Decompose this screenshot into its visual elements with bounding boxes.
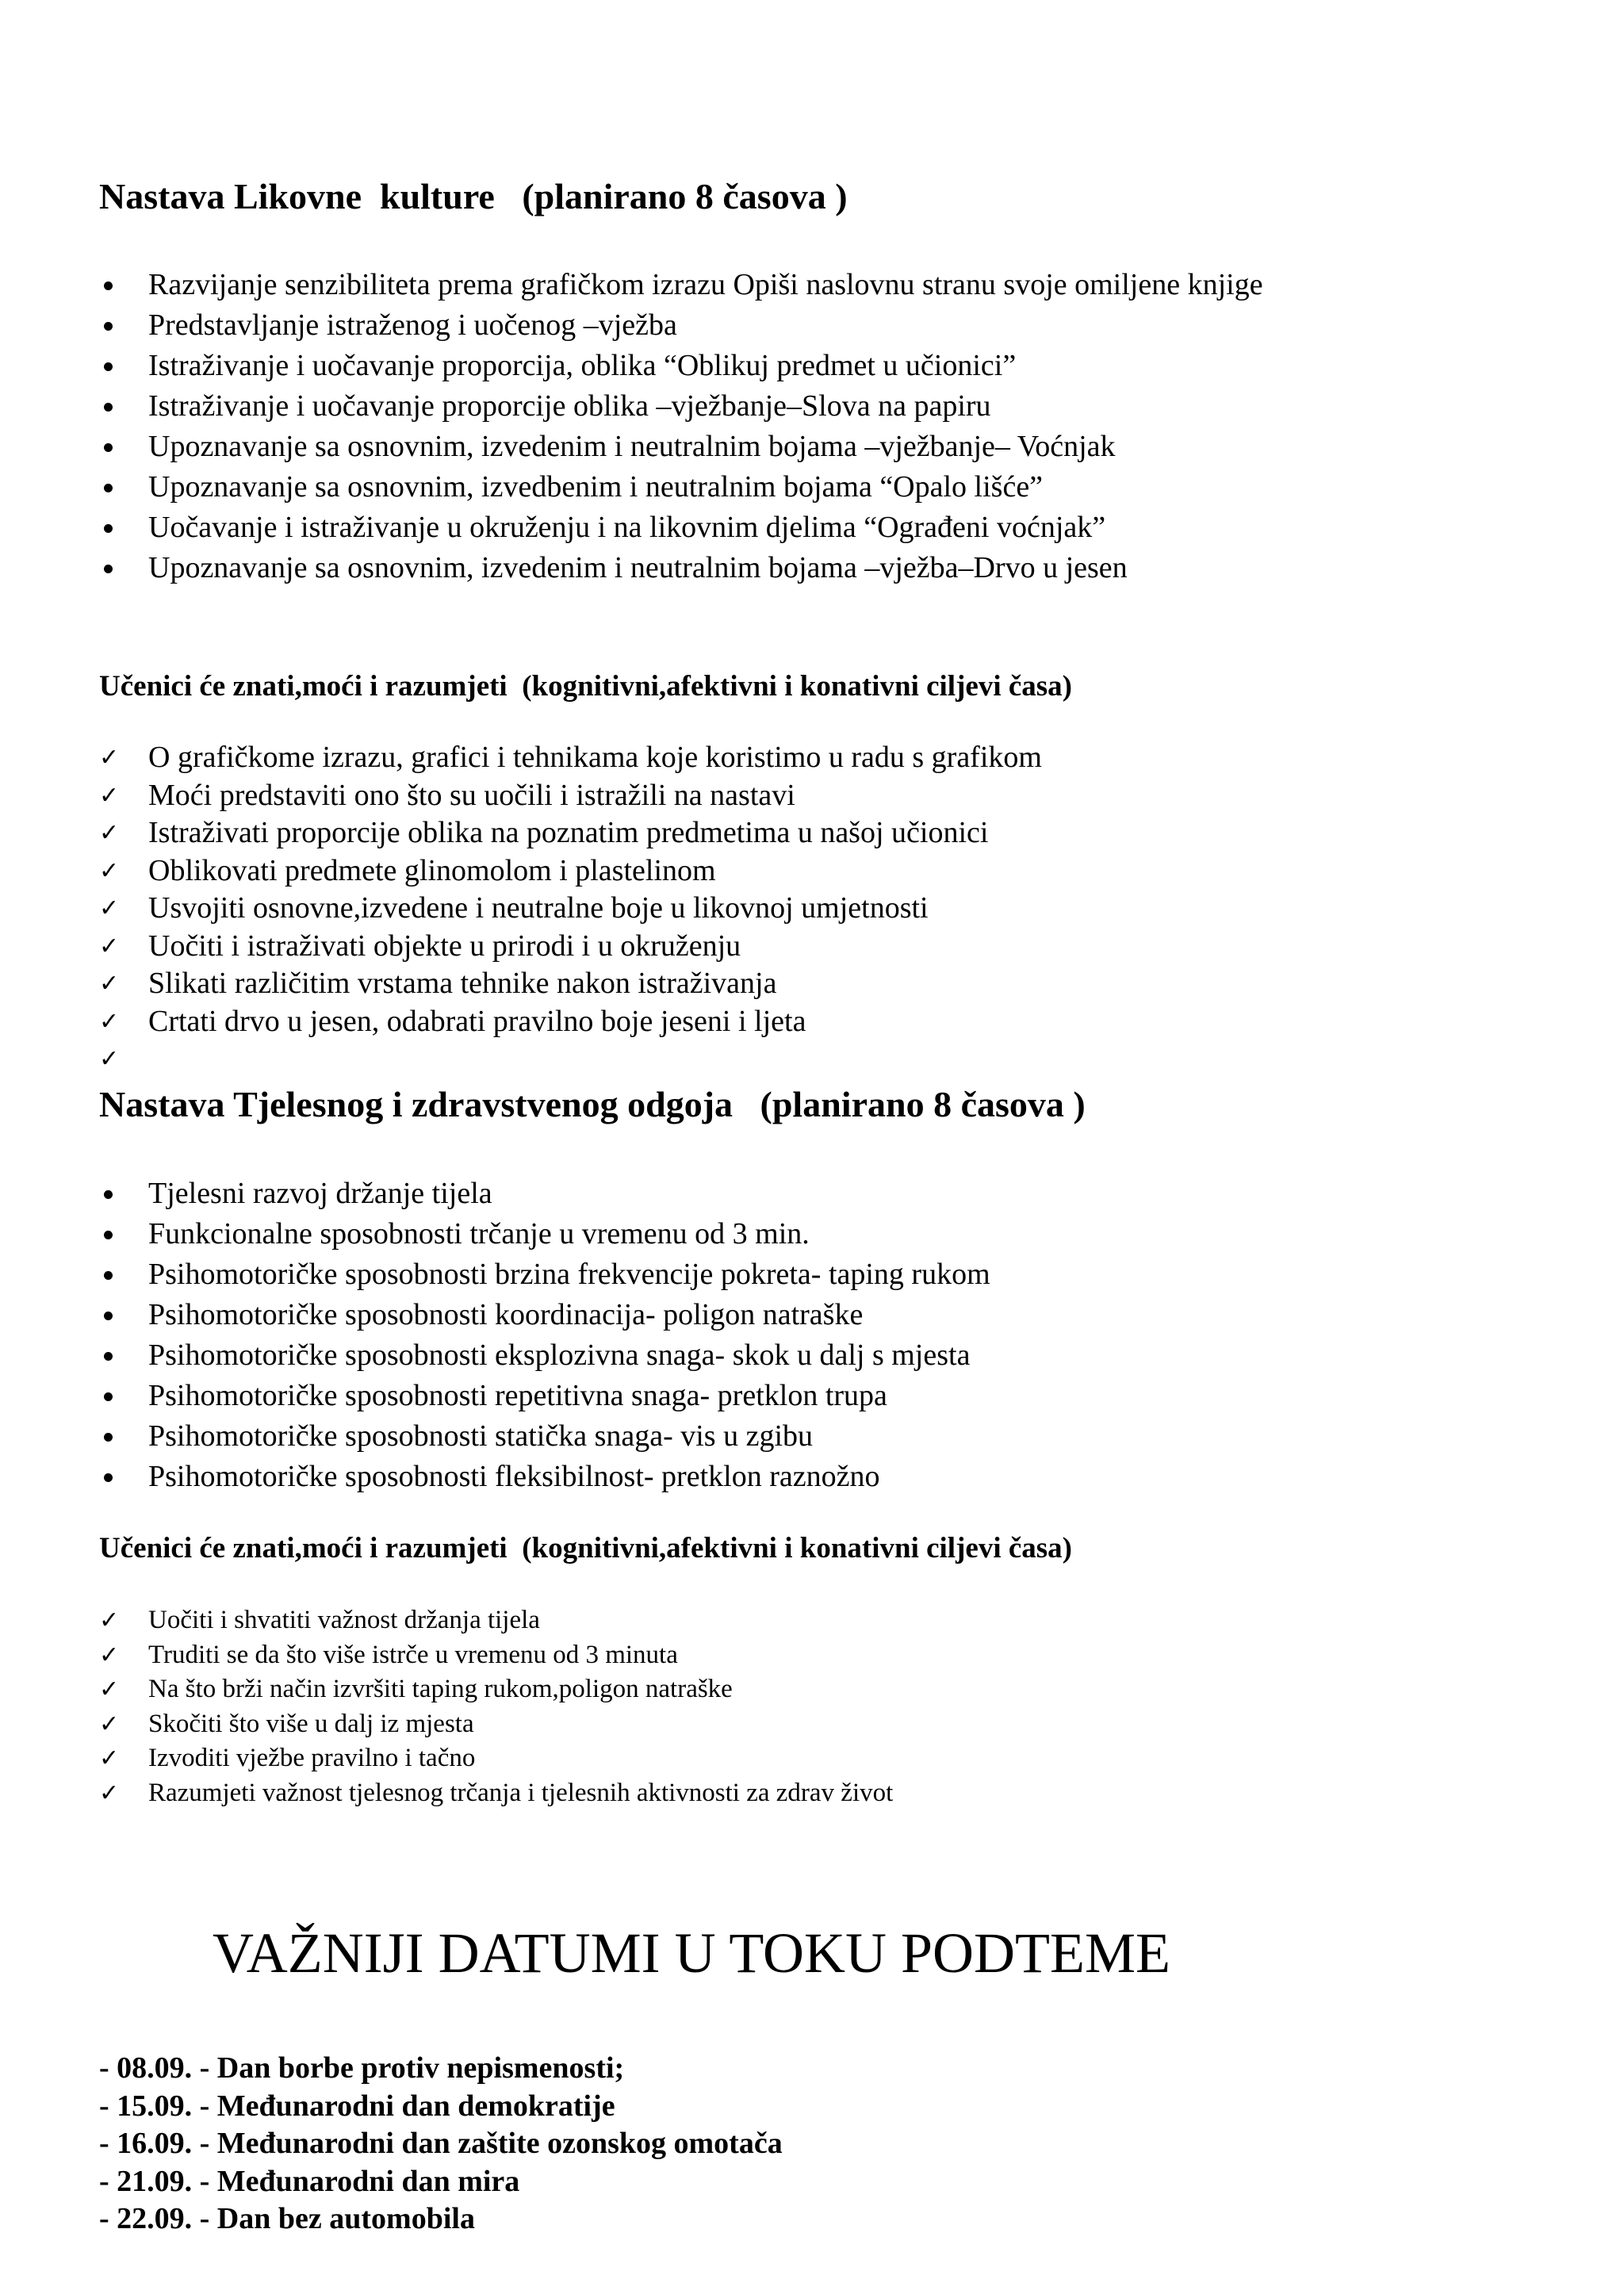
list-item: ✓ Truditi se da što više istrče u vremenu od 3 minuta	[99, 1638, 1574, 1673]
goals-heading-art: Učenici će znati,moći i razumjeti (kognitivni,afektivni i konativni ciljevi časa)	[99, 670, 1072, 703]
list-item: ✓ Razumjeti važnost tjelesnog trčanja i tjelesnih aktivnosti za zdrav život	[99, 1776, 1574, 1811]
list-item: ✓ Uočiti i shvatiti važnost držanja tijela	[99, 1603, 1574, 1638]
important-dates-list	[99, 2050, 1574, 2238]
checkmark-icon: ✓	[99, 1607, 120, 1634]
list-item: ✓ Oblikovati predmete glinomolom i plastelinom	[99, 852, 1574, 890]
bullet-dot-icon	[104, 281, 113, 290]
list-item: Upoznavanje sa osnovnim, izvedenim i neutralnim bojama –vježba–Drvo u jesen	[99, 548, 1574, 588]
bullet-dot-icon	[104, 322, 113, 331]
list-item: Istraživanje i uočavanje proporcije oblika –vježbanje–Slova na papiru	[99, 386, 1574, 427]
bullet-dot-icon	[104, 524, 113, 533]
date-item: - 15.09. - Međunarodni dan demokratije	[99, 2089, 615, 2123]
bullet-dot-icon	[104, 362, 113, 371]
list-item: Psihomotoričke sposobnosti fleksibilnost- pretklon raznožno	[99, 1457, 1574, 1497]
bullet-dot-icon	[104, 1312, 113, 1320]
art-topics-list	[99, 265, 1574, 588]
list-item: ✓ Skočiti što više u dalj iz mjesta	[99, 1707, 1574, 1742]
bullet-dot-icon	[104, 1473, 113, 1482]
list-item: ✓ Izvoditi vježbe pravilno i tačno	[99, 1741, 1574, 1776]
checkmark-icon: ✓	[99, 819, 120, 847]
checkmark-icon: ✓	[99, 781, 120, 810]
goals-heading-pe: Učenici će znati,moći i razumjeti (kognitivni,afektivni i konativni ciljevi časa)	[99, 1532, 1072, 1564]
date-item: - 16.09. - Međunarodni dan zaštite ozonskog omotača	[99, 2127, 783, 2160]
bullet-dot-icon	[104, 1231, 113, 1239]
list-item: ✓ Moći predstaviti ono što su uočili i istražili na nastavi	[99, 777, 1574, 815]
list-item: ✓ Usvojiti osnovne,izvedene i neutralne boje u likovnoj umjetnosti	[99, 890, 1574, 928]
art-goals-list	[99, 739, 1574, 1073]
list-item: ✓ Na što brži način izvršiti taping rukom,poligon natraške	[99, 1672, 1574, 1707]
list-item: ✓ Crtati drvo u jesen, odabrati pravilno boje jeseni i ljeta	[99, 1003, 1574, 1041]
list-item: Istraživanje i uočavanje proporcija, oblika “Oblikuj predmet u učionici”	[99, 346, 1574, 386]
bullet-dot-icon	[104, 1352, 113, 1361]
bullet-dot-icon	[104, 1271, 113, 1280]
bullet-dot-icon	[104, 1433, 113, 1442]
checkmark-icon: ✓	[99, 1641, 120, 1669]
section-heading-pe: Nastava Tjelesnog i zdravstvenog odgoja (planirano 8 časova )	[99, 1084, 1086, 1124]
checkmark-icon: ✓	[99, 894, 120, 922]
list-item: ✓ Istraživati proporcije oblika na poznatim predmetima u našoj učionici	[99, 814, 1574, 852]
checkmark-icon: ✓	[99, 1744, 120, 1772]
list-item: Upoznavanje sa osnovnim, izvedbenim i neutralnim bojama “Opalo lišće”	[99, 467, 1574, 507]
list-item: Psihomotoričke sposobnosti eksplozivna snaga- skok u dalj s mjesta	[99, 1335, 1574, 1376]
checkmark-icon: ✓	[99, 1007, 120, 1036]
checkmark-icon: ✓	[99, 1779, 120, 1807]
list-item: Upoznavanje sa osnovnim, izvedenim i neutralnim bojama –vježbanje– Voćnjak	[99, 427, 1574, 467]
checkmark-icon: ✓	[99, 970, 120, 998]
list-item: Psihomotoričke sposobnosti repetitivna snaga- pretklon trupa	[99, 1376, 1574, 1416]
list-item: ✓ Uočiti i istraživati objekte u prirodi i u okruženju	[99, 928, 1574, 966]
section-heading-art: Nastava Likovne kulture (planirano 8 časova )	[99, 176, 848, 216]
list-item: Funkcionalne sposobnosti trčanje u vremenu od 3 min.	[99, 1214, 1574, 1254]
list-item: Psihomotoričke sposobnosti brzina frekvencije pokreta- taping rukom	[99, 1254, 1574, 1295]
bullet-dot-icon	[104, 1190, 113, 1199]
bullet-dot-icon	[104, 565, 113, 573]
bullet-dot-icon	[104, 1392, 113, 1401]
bullet-dot-icon	[104, 484, 113, 492]
checkmark-icon: ✓	[99, 1676, 120, 1703]
bullet-dot-icon	[104, 443, 113, 452]
pe-goals-list	[99, 1603, 1574, 1810]
date-item: - 08.09. - Dan borbe protiv nepismenosti;	[99, 2051, 625, 2085]
list-item: Tjelesni razvoj držanje tijela	[99, 1174, 1574, 1214]
bullet-dot-icon	[104, 403, 113, 412]
list-item: Psihomotoričke sposobnosti koordinacija- poligon natraške	[99, 1295, 1574, 1335]
list-item: Razvijanje senzibiliteta prema grafičkom izrazu Opiši naslovnu stranu svoje omiljene knjige	[99, 265, 1574, 305]
important-dates-title: VAŽNIJI DATUMI U TOKU PODTEME	[213, 1921, 1171, 1985]
checkmark-icon: ✓	[99, 856, 120, 885]
checkmark-icon: ✓	[99, 932, 120, 960]
date-item: - 21.09. - Međunarodni dan mira	[99, 2164, 520, 2198]
pe-topics-list	[99, 1174, 1574, 1497]
checkmark-icon: ✓	[99, 1710, 120, 1738]
checkmark-icon: ✓	[99, 744, 120, 772]
date-item: - 22.09. - Dan bez automobila	[99, 2202, 475, 2235]
list-item: ✓ O grafičkome izrazu, grafici i tehnikama koje koristimo u radu s grafikom	[99, 739, 1574, 777]
list-item: ✓ Slikati različitim vrstama tehnike nakon istraživanja	[99, 965, 1574, 1003]
list-item: Uočavanje i istraživanje u okruženju i na likovnim djelima “Ograđeni voćnjak”	[99, 507, 1574, 548]
checkmark-icon: ✓	[99, 1045, 120, 1073]
list-item: Predstavljanje istraženog i uočenog –vježba	[99, 305, 1574, 346]
list-item: Psihomotoričke sposobnosti statička snaga- vis u zgibu	[99, 1416, 1574, 1457]
